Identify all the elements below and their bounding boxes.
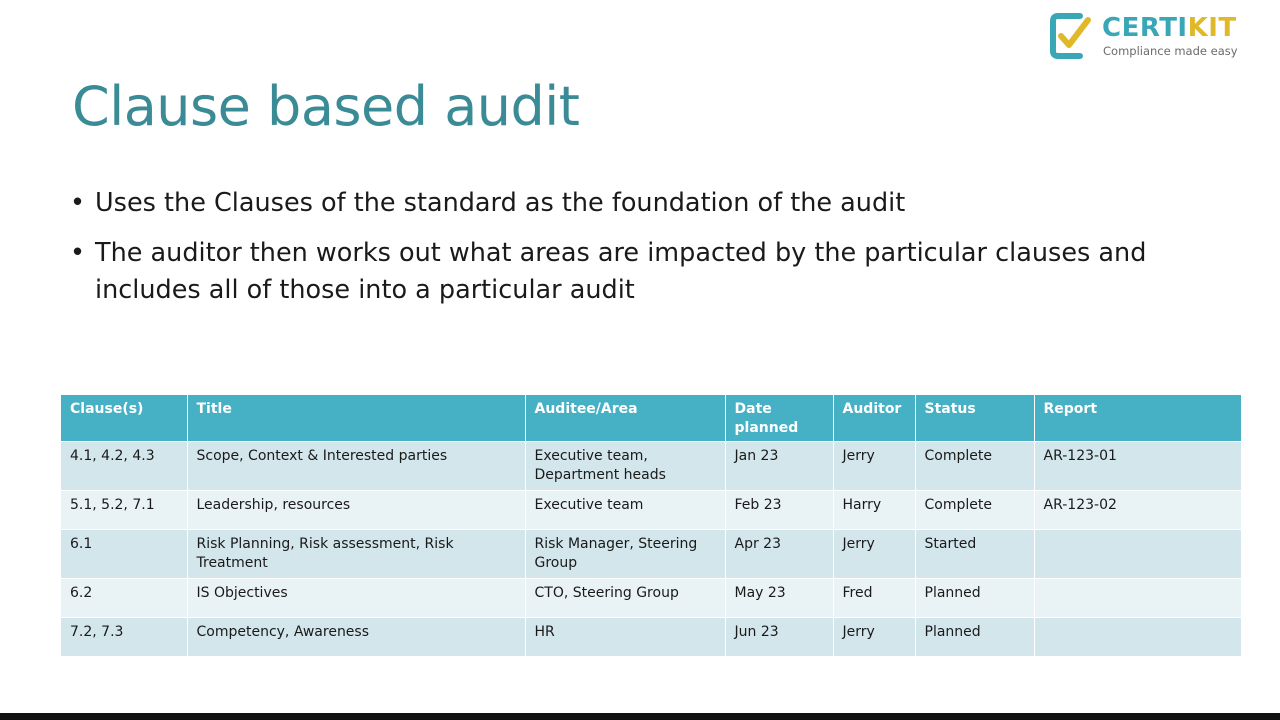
logo-wordmark: CERTIKIT <box>1102 13 1237 43</box>
table-row <box>61 618 1241 657</box>
bullet-list <box>70 185 1180 322</box>
cell-clauses: 6.2 <box>61 579 187 618</box>
bullet-item <box>70 235 1180 309</box>
cell-auditee-area: CTO, Steering Group <box>525 579 725 618</box>
cell-report <box>1034 618 1241 657</box>
cell-title: IS Objectives <box>187 579 525 618</box>
bottom-bar <box>0 713 1280 720</box>
cell-report <box>1034 579 1241 618</box>
logo-tagline: Compliance made easy <box>1103 44 1238 58</box>
column-header-title: Title <box>187 395 525 442</box>
table-header-row <box>61 395 1241 442</box>
cell-date-planned: Apr 23 <box>725 530 833 579</box>
checkmark-logo-icon <box>1050 12 1092 60</box>
cell-report: AR-123-01 <box>1034 442 1241 491</box>
cell-clauses: 4.1, 4.2, 4.3 <box>61 442 187 491</box>
cell-auditee-area: HR <box>525 618 725 657</box>
audit-schedule-table <box>61 395 1241 656</box>
bullet-dot: • <box>70 188 86 218</box>
cell-clauses: 7.2, 7.3 <box>61 618 187 657</box>
column-header-auditee-area: Auditee/Area <box>525 395 725 442</box>
bullet-text: Uses the Clauses of the standard as the foundation of the audit <box>95 188 906 218</box>
cell-status: Started <box>915 530 1034 579</box>
cell-auditee-area: Risk Manager, Steering Group <box>525 530 725 579</box>
column-header-date-planned: Date planned <box>725 395 833 442</box>
cell-auditee-area: Executive team, Department heads <box>525 442 725 491</box>
cell-auditor: Jerry <box>833 618 915 657</box>
cell-clauses: 6.1 <box>61 530 187 579</box>
cell-auditee-area: Executive team <box>525 491 725 530</box>
cell-date-planned: Jan 23 <box>725 442 833 491</box>
cell-auditor: Jerry <box>833 530 915 579</box>
cell-title: Leadership, resources <box>187 491 525 530</box>
table-row <box>61 530 1241 579</box>
column-header-auditor: Auditor <box>833 395 915 442</box>
bullet-dot: • <box>70 238 86 268</box>
cell-auditor: Jerry <box>833 442 915 491</box>
cell-title: Competency, Awareness <box>187 618 525 657</box>
column-header-report: Report <box>1034 395 1241 442</box>
table-row <box>61 579 1241 618</box>
cell-status: Complete <box>915 491 1034 530</box>
bullet-text: The auditor then works out what areas are impacted by the particular clauses and includes all of those into a particular audit <box>95 238 1147 305</box>
cell-report: AR-123-02 <box>1034 491 1241 530</box>
cell-auditor: Fred <box>833 579 915 618</box>
cell-auditor: Harry <box>833 491 915 530</box>
cell-title: Risk Planning, Risk assessment, Risk Treatment <box>187 530 525 579</box>
table-row <box>61 491 1241 530</box>
cell-title: Scope, Context & Interested parties <box>187 442 525 491</box>
cell-date-planned: Jun 23 <box>725 618 833 657</box>
cell-status: Planned <box>915 618 1034 657</box>
table-row <box>61 442 1241 491</box>
cell-status: Complete <box>915 442 1034 491</box>
bullet-item <box>70 185 1180 222</box>
certikit-logo <box>1050 12 1245 62</box>
cell-status: Planned <box>915 579 1034 618</box>
cell-date-planned: May 23 <box>725 579 833 618</box>
slide-title: Clause based audit <box>72 75 580 138</box>
column-header-status: Status <box>915 395 1034 442</box>
cell-clauses: 5.1, 5.2, 7.1 <box>61 491 187 530</box>
column-header-clauses: Clause(s) <box>61 395 187 442</box>
cell-date-planned: Feb 23 <box>725 491 833 530</box>
cell-report <box>1034 530 1241 579</box>
